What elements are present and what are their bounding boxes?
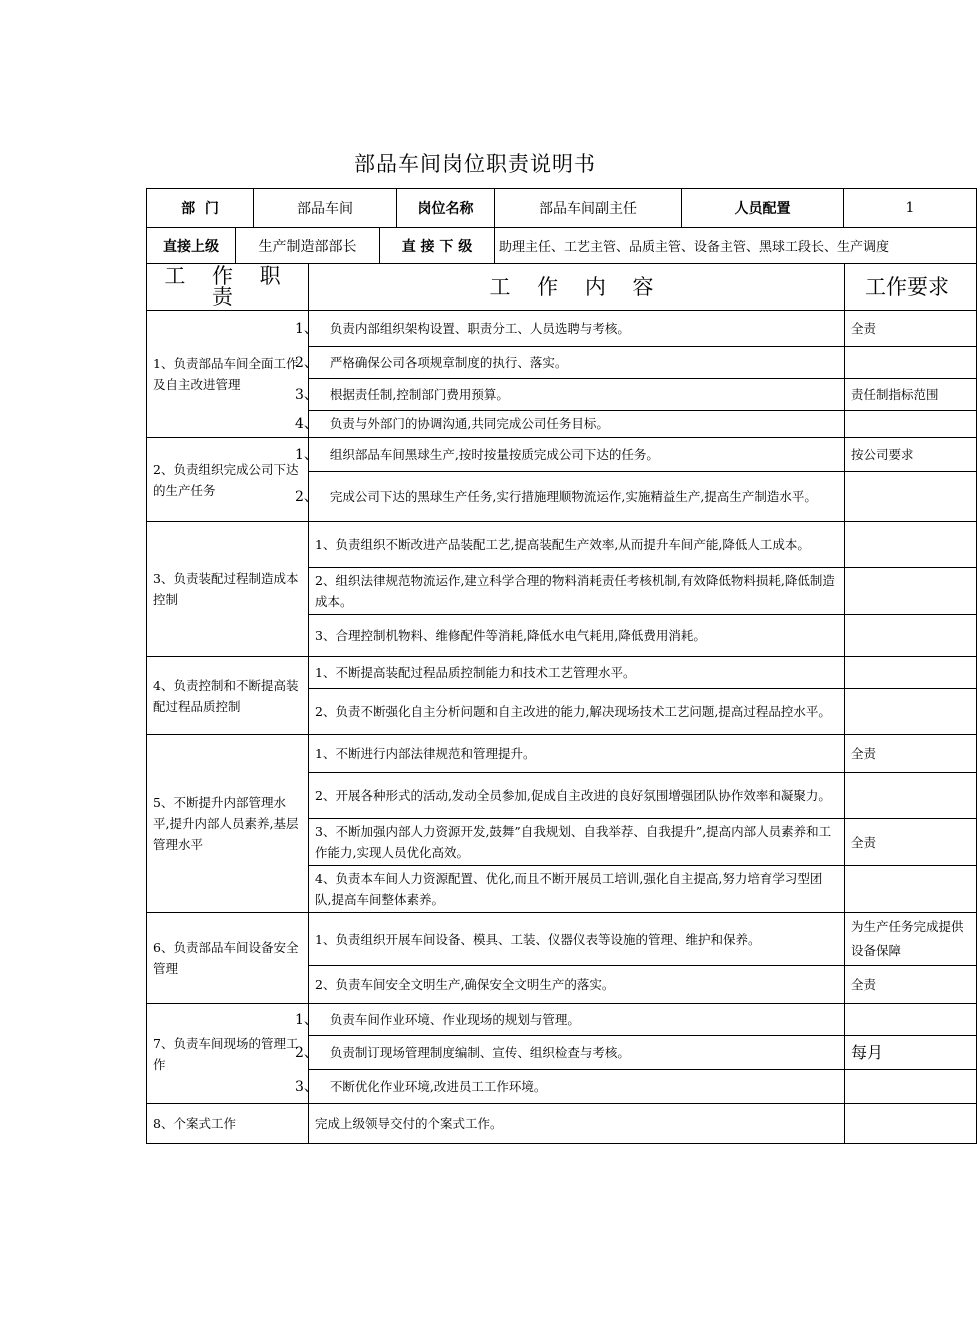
item-text: 2、开展各种形式的活动,发动全员参加,促成自主改进的良好氛围增强团队协作效率和凝聚力。 bbox=[315, 788, 831, 803]
item-number: 2、 bbox=[295, 354, 318, 371]
requirement-cell bbox=[845, 866, 977, 913]
requirement-cell bbox=[845, 615, 977, 657]
content-cell bbox=[309, 819, 845, 866]
requirement-cell bbox=[845, 773, 977, 819]
item-text: 完成上级领导交付的个案式工作。 bbox=[315, 1116, 503, 1131]
duty-cell: 3、负责装配过程制造成本控制 bbox=[147, 522, 309, 657]
requirement-cell bbox=[845, 472, 977, 522]
duty-cell: 6、负责部品车间设备安全管理 bbox=[147, 913, 309, 1004]
item-number: 2、 bbox=[295, 1044, 318, 1061]
requirement-cell bbox=[845, 411, 977, 438]
item-number: 3、 bbox=[295, 1078, 318, 1095]
duty-cell: 8、个案式工作 bbox=[147, 1104, 309, 1144]
requirement-cell: 全责 bbox=[845, 819, 977, 866]
table-row bbox=[147, 522, 977, 568]
item-text: 负责与外部门的协调沟通,共同完成公司任务目标。 bbox=[329, 416, 609, 431]
header-table-row2 bbox=[146, 227, 977, 264]
item-text: 3、不断加强内部人力资源开发,鼓舞”自我规划、自我举荐、自我提升”,提高内部人员素养和工作能力,实现人员优化高效。 bbox=[315, 824, 832, 860]
content-cell bbox=[309, 735, 845, 773]
item-number: 2、 bbox=[295, 488, 318, 505]
duty-cell: 4、负责控制和不断提高装配过程品质控制 bbox=[147, 657, 309, 735]
duty-cell: 7、负责车间现场的管理工作 bbox=[147, 1004, 309, 1104]
item-number: 4、 bbox=[295, 416, 318, 432]
item-text: 1、负责组织开展车间设备、模具、工装、仪器仪表等设施的管理、维护和保养。 bbox=[315, 931, 761, 947]
subordinate-label: 直 接 下 级 bbox=[380, 228, 495, 264]
item-text: 3、合理控制机物料、维修配件等消耗,降低水电气耗用,降低费用消耗。 bbox=[315, 628, 706, 643]
requirement-cell bbox=[845, 1004, 977, 1036]
content-cell bbox=[309, 913, 845, 966]
item-text: 不断优化作业环境,改进员工工作环境。 bbox=[329, 1078, 547, 1094]
item-number: 1、 bbox=[295, 320, 318, 337]
table-row bbox=[147, 735, 977, 773]
dept-value: 部品车间 bbox=[254, 189, 397, 228]
item-text: 2、负责不断强化自主分析问题和自主改进的能力,解决现场技术工艺问题,提高过程品控水平。 bbox=[315, 704, 831, 719]
table-row bbox=[147, 913, 977, 966]
table-row bbox=[147, 311, 977, 347]
content-cell bbox=[309, 866, 845, 913]
requirement-cell bbox=[845, 347, 977, 379]
content-cell bbox=[295, 379, 845, 411]
requirement-cell: 每月 bbox=[845, 1036, 977, 1070]
content-cell bbox=[295, 472, 845, 522]
requirement-cell: 为生产任务完成提供设备保障 bbox=[845, 913, 977, 966]
duty-table bbox=[146, 263, 977, 1144]
content-cell bbox=[309, 522, 845, 568]
item-number: 1、 bbox=[295, 1011, 318, 1028]
duty-cell: 5、不断提升内部管理水平,提升内部人员素养,基层管理水平 bbox=[147, 735, 309, 913]
content-cell bbox=[295, 347, 845, 379]
item-text: 2、负责车间安全文明生产,确保安全文明生产的落实。 bbox=[315, 977, 615, 992]
item-text: 1、不断提高装配过程品质控制能力和技术工艺管理水平。 bbox=[315, 665, 636, 680]
item-text: 负责内部组织架构设置、职责分工、人员选聘与考核。 bbox=[329, 320, 630, 336]
col-requirement-header: 工作要求 bbox=[845, 264, 977, 311]
content-cell bbox=[295, 311, 845, 347]
content-cell bbox=[309, 773, 845, 819]
table-row bbox=[147, 1004, 977, 1036]
content-cell bbox=[309, 657, 845, 689]
item-text: 组织部品车间黑球生产,按时按量按质完成公司下达的任务。 bbox=[329, 446, 659, 462]
content-cell bbox=[309, 615, 845, 657]
requirement-cell bbox=[845, 1070, 977, 1104]
subordinate-value: 助理主任、工艺主管、品质主管、设备主管、黑球工段长、生产调度 bbox=[495, 228, 977, 264]
content-cell bbox=[309, 1104, 845, 1144]
superior-value: 生产制造部部长 bbox=[236, 228, 380, 264]
item-text: 1、不断进行内部法律规范和管理提升。 bbox=[315, 746, 536, 761]
content-cell bbox=[295, 438, 845, 472]
item-text: 根据责任制,控制部门费用预算。 bbox=[329, 386, 509, 402]
requirement-cell bbox=[845, 657, 977, 689]
staffing-label: 人员配置 bbox=[682, 189, 844, 228]
position-label: 岗位名称 bbox=[397, 189, 495, 228]
item-number: 3、 bbox=[295, 386, 318, 403]
content-cell bbox=[309, 568, 845, 615]
requirement-cell: 全责 bbox=[845, 311, 977, 347]
item-number: 1、 bbox=[295, 446, 318, 463]
col-content-header: 工 作 内 容 bbox=[309, 264, 845, 311]
table-row bbox=[147, 657, 977, 689]
item-text: 4、负责本车间人力资源配置、优化,而且不断开展员工培训,强化自主提高,努力培育学习型团队,提高车间整体素养。 bbox=[315, 871, 823, 907]
dept-label: 部 门 bbox=[147, 189, 254, 228]
content-cell bbox=[309, 966, 845, 1004]
item-text: 严格确保公司各项规章制度的执行、落实。 bbox=[329, 354, 568, 370]
requirement-cell: 按公司要求 bbox=[845, 438, 977, 472]
table-row bbox=[147, 438, 977, 472]
requirement-cell: 全责 bbox=[845, 735, 977, 773]
page-title: 部品车间岗位职责说明书 bbox=[354, 152, 596, 176]
requirement-cell bbox=[845, 522, 977, 568]
requirement-cell bbox=[845, 568, 977, 615]
item-text: 负责制订现场管理制度编制、宣传、组织检查与考核。 bbox=[329, 1044, 630, 1060]
duty-cell: 1、负责部品车间全面工作及自主改进管理 bbox=[147, 311, 309, 438]
content-cell bbox=[309, 689, 845, 735]
requirement-cell: 责任制指标范围 bbox=[845, 379, 977, 411]
requirement-cell: 全责 bbox=[845, 966, 977, 1004]
item-text: 2、组织法律规范物流运作,建立科学合理的物料消耗责任考核机制,有效降低物料损耗,降低制造成本。 bbox=[315, 573, 835, 609]
requirement-cell bbox=[845, 1104, 977, 1144]
item-text: 1、负责组织不断改进产品装配工艺,提高装配生产效率,从而提升车间产能,降低人工成本。 bbox=[315, 537, 810, 552]
item-text: 负责车间作业环境、作业现场的规划与管理。 bbox=[329, 1011, 580, 1027]
col-duty-header: 工 作 职 责 bbox=[147, 264, 309, 311]
duty-cell: 2、负责组织完成公司下达的生产任务 bbox=[147, 438, 309, 522]
content-cell bbox=[295, 1070, 845, 1104]
superior-label: 直接上级 bbox=[147, 228, 236, 264]
header-table bbox=[146, 188, 977, 228]
content-cell bbox=[295, 411, 845, 438]
requirement-cell bbox=[845, 689, 977, 735]
content-cell bbox=[295, 1036, 845, 1070]
position-value: 部品车间副主任 bbox=[495, 189, 682, 228]
table-row bbox=[147, 1104, 977, 1144]
content-cell bbox=[295, 1004, 845, 1036]
item-text: 完成公司下达的黑球生产任务,实行措施理顺物流运作,实施精益生产,提高生产制造水平。 bbox=[329, 488, 817, 504]
staffing-value: 1 bbox=[844, 189, 977, 228]
